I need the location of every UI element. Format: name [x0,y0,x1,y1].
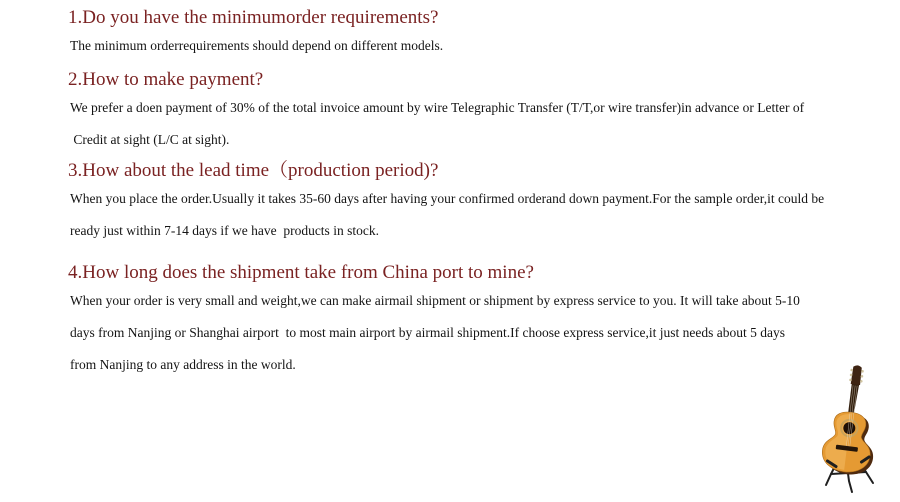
faq-answer-1-line-1: The minimum orderrequirements should depend on different models. [70,38,444,53]
faq-answer-2-line-1: We prefer a doen payment of 30% of the total invoice amount by wire Telegraphic Transfer (T/T,or wire transfer)in advance or Letter of [70,100,805,115]
faq-content [68,2,892,381]
faq-answer-3-line-1: When you place the order.Usually it takes 35-60 days after having your confirmed orderand down payment.For the sample order,it could be [70,191,825,206]
faq-answer-4-line-3: from Nanjing to any address in the world. [70,357,296,372]
faq-answer-2-line-2: Credit at sight (L/C at sight). [70,132,230,147]
faq-answer-4-line-1: When your order is very small and weight,we can make airmail shipment or shipment by express service to you. It will take about 5-10 [70,293,800,308]
faq-question-2: 2.How to make payment? [68,69,264,90]
guitar-image [805,362,890,497]
guitar [820,362,884,477]
faq-answer-3-line-2: ready just within 7-14 days if we have products in stock. [70,223,379,238]
faq-question-3: 3.How about the lead time（production period)? [68,160,439,181]
guitar-on-stand-graphic [805,362,890,497]
faq-question-4: 4.How long does the shipment take from China port to mine? [68,262,534,283]
faq-question-1: 1.Do you have the minimumorder requirements? [68,7,439,28]
faq-answer-4-line-2: days from Nanjing or Shanghai airport to most main airport by airmail shipment.If choose express service,it just needs about 5 days [70,325,785,340]
tuning-peg [861,370,864,373]
